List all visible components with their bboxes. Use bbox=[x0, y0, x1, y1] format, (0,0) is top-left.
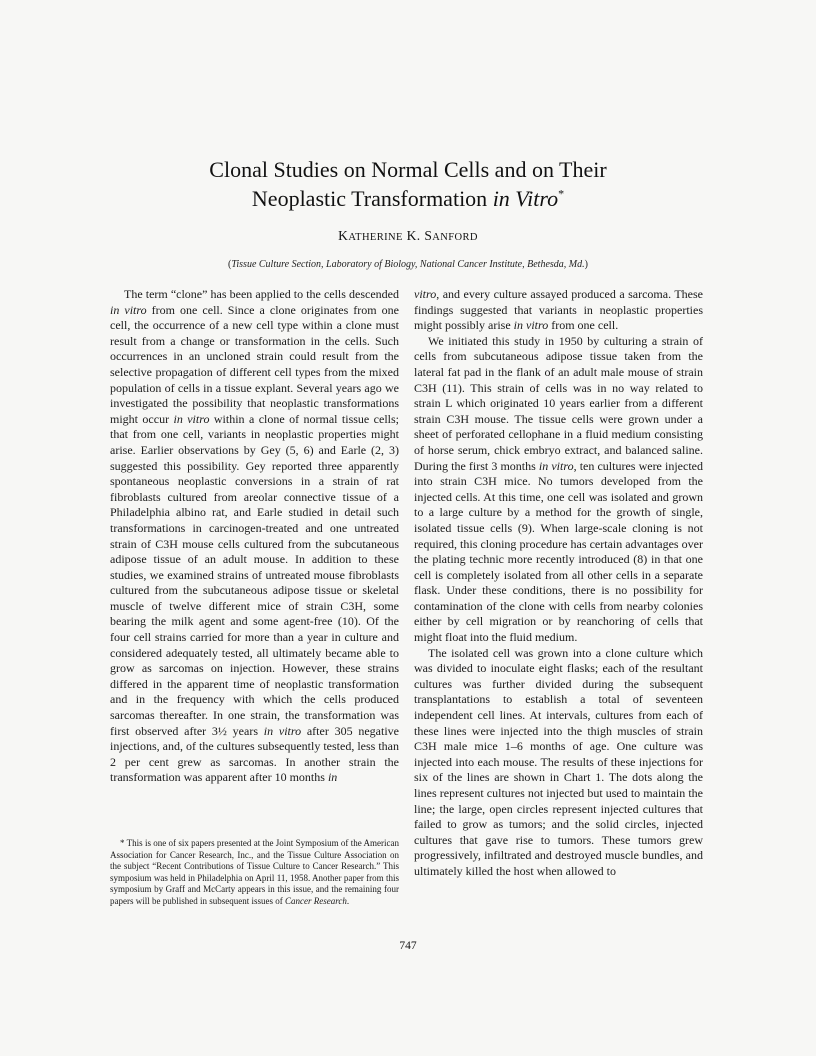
title-footnote-mark: * bbox=[558, 186, 565, 201]
footnote-journal: Cancer Research bbox=[284, 895, 347, 906]
text-run: The term “clone” has been applied to the cells descended bbox=[124, 287, 399, 301]
text-run: from one cell. Since a clone originates from one cell, the occurrence of a new cell type within a clone must result from a change or transformation in the cells. Such occurrences in an uncloned strain could result from the selective propagation of different cell types from the mixed population of cells in a tissue explant. Several years ago we investigated the possibility that neoplastic transformations might occur bbox=[110, 302, 399, 426]
text-run: from one cell. bbox=[548, 318, 619, 333]
left-column bbox=[110, 287, 399, 786]
title-italic: in Vitro bbox=[492, 186, 559, 211]
right-column bbox=[414, 287, 703, 880]
text-run: , ten cultures were injected into strain C3H mice. No tumors developed from the injected cells. At this time, one cell was isolated and grown to a large culture by a method for the growth of single, isolated tissue cells (9). When large-scale cloning is not required, this cloning procedure has certain advantages over the plating technic more recently introduced (8) in that one cell is completely isolated from all other cells in a separate flask. Under these conditions, there is no possibility for contamination of the clone with cells from nearby colonies either by cell migration or by reanchoring of cells that might float into the fluid medium. bbox=[414, 458, 703, 645]
author-affiliation bbox=[0, 259, 816, 270]
italic-run: vitro bbox=[414, 287, 437, 301]
right-paragraph-1 bbox=[414, 287, 703, 334]
author-last-rest: ANFORD bbox=[432, 232, 478, 243]
right-paragraph-3 bbox=[414, 646, 703, 880]
footnote-end: . bbox=[346, 895, 350, 906]
footnote bbox=[110, 838, 399, 908]
affiliation-open: ( bbox=[228, 259, 232, 270]
footnote-mark: * bbox=[120, 838, 127, 848]
footnote-text: This is one of six papers presented at the Joint Symposium of the American Association for Cancer Research, Inc., and the Tissue Culture Association on the subject “Recent Contributions of Tissue Culture to Cancer Research.” This symposium was held in Philadelphia on April 11, 1958. Another paper from this symposium by Graff and McCarty appears in this issue, and the remaining four papers will be published in subsequent issues of bbox=[110, 838, 399, 906]
footnote-paragraph bbox=[110, 838, 399, 908]
text-run: We initiated this study in 1950 by culturing a strain of cells from subcutaneous adipose tissue taken from the lateral fat pad in the flank of an adult male mouse of strain C3H (11). This strain of cells was in no way related to strain L which originated 10 years earlier from a different strain C3H mouse. The tissue cells were grown under a sheet of perforated cellophane in a fluid medium consisting of horse serum, chick embryo extract, and balanced saline. During the first 3 months bbox=[414, 333, 703, 473]
author-name bbox=[0, 228, 816, 244]
title-line-1: Clonal Studies on Normal Cells and on Their bbox=[209, 157, 607, 182]
author-first-rest: ATHERINE bbox=[348, 232, 403, 243]
article-title bbox=[0, 155, 816, 213]
text-run: within a clone of normal tissue cells; that from one cell, variants in neoplastic properties might arise. Earlier observations by Gey (5, 6) and Earle (2, 3) suggested this possibility. Gey reported three apparently spontaneous neoplastic conversions in a strain of rat fibroblasts cultured from areolar connective tissue of a Philadelphia albino rat, and Earle studied in detail such transformations in carcinogen-treated and one untreated strain of C3H mouse cells cultured from the subcutaneous adipose tissue of an adult mouse. In addition to these studies, we examined strains of untreated mouse fibroblasts cultured from the subcutaneous adipose tissue or skeletal muscle of twelve different mice of strain C3H, some bearing the milk agent and some agent-free (10). Of the four cell strains carried for more than a year in culture and considered adequately tested, all ultimately became able to grow as sarcomas on injection. However, these strains differed in the apparent time of neoplastic transformation and in the frequency with which the cells produced sarcomas thereafter. In one strain, the transformation was first observed after 3½ years bbox=[110, 411, 399, 738]
left-paragraph-1 bbox=[110, 287, 399, 786]
title-line-2-text: Neoplastic Transformation bbox=[251, 186, 493, 211]
italic-run: in vitro bbox=[110, 302, 147, 317]
affiliation-text: Tissue Culture Section, Laboratory of Biology, National Cancer Institute, Bethesda, Md. bbox=[231, 259, 585, 270]
title-line-2 bbox=[0, 184, 816, 213]
page-number: 747 bbox=[399, 940, 417, 952]
text-run: after 305 negative injections, and, of the cultures subsequently tested, less than 2 per cent grew as sarcomas. In another strain the transformation was apparent after 10 months bbox=[110, 723, 400, 785]
text-run: , and every culture assayed produced a sarcoma. These findings suggested that variants in neoplastic properties might possibly arise bbox=[414, 287, 703, 333]
italic-run: in vitro bbox=[538, 458, 574, 473]
right-paragraph-2 bbox=[414, 334, 703, 646]
author-middle: K. bbox=[402, 228, 425, 243]
italic-run: in bbox=[327, 770, 338, 785]
italic-run: in vitro bbox=[263, 723, 302, 738]
affiliation-close: ) bbox=[584, 259, 588, 270]
author-first-initial: K bbox=[338, 228, 349, 243]
italic-run: in vitro bbox=[513, 318, 549, 333]
italic-run: in vitro bbox=[173, 411, 210, 426]
text-run: The isolated cell was grown into a clone culture which was divided to inoculate eight flasks; each of the resultant cultures was further divided during the subsequent transplantations to establish a total of seventeen independent cell lines. At intervals, cultures from each of these lines were injected into the thigh muscles of strain C3H male mice 1–6 months of age. One culture was injected into each mouse. The results of these injections for six of the lines are shown in Chart 1. The dots along the lines represent cultures not injected but used to maintain the line; the large, open circles represent injected cultures that failed to grow as tumors; and the solid circles, injected cultures that gave rise to tumors. These tumors grew progressively, infiltrated and destroyed muscle bundles, and ultimately killed the host when allowed to bbox=[414, 645, 703, 878]
author-last-initial: S bbox=[424, 228, 433, 243]
